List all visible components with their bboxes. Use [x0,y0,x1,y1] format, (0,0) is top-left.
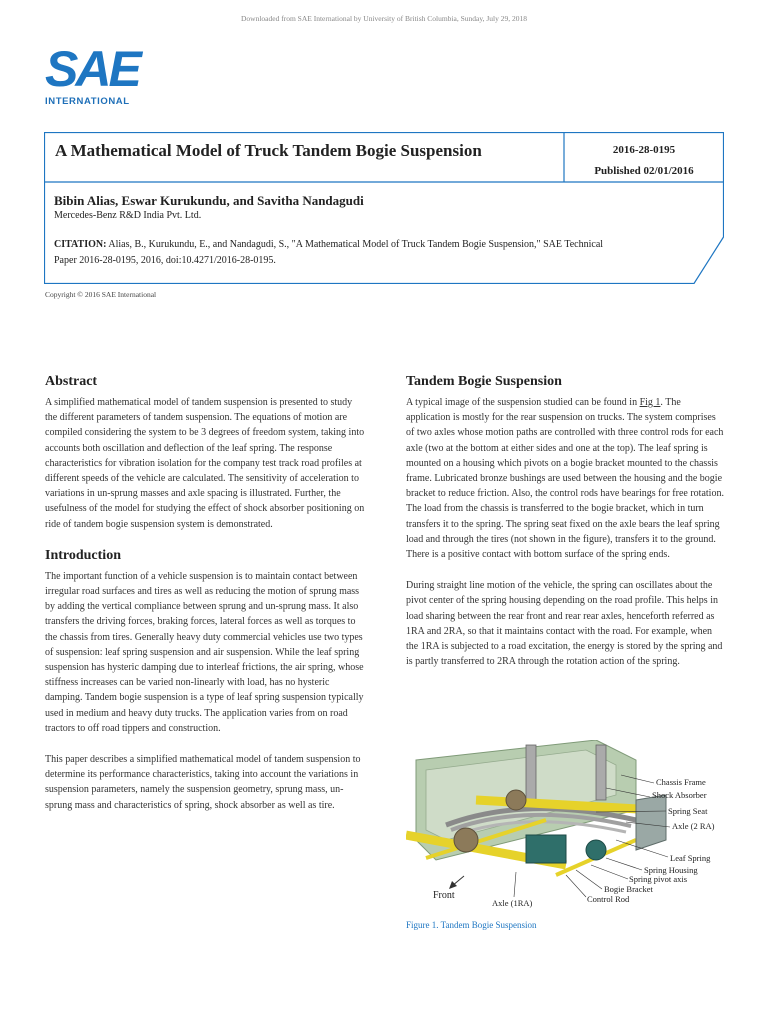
affiliation: Mercedes-Benz R&D India Pvt. Ltd. [54,210,202,221]
copyright: Copyright © 2016 SAE International [45,290,157,299]
citation-label: CITATION: [54,239,107,250]
introduction-paragraph-2: This paper describes a simplified mathematical model of tandem suspension to determine its performance characteristics, taking into account the variations in suspension parameters, namely the suspension geometry, sprung mass, un-sprung mass and characteristics of spring, shock absorber as well as tire. [45,754,361,811]
introduction-heading: Introduction [45,547,121,563]
label-spring-housing: Spring Housing [644,865,698,875]
paper-id: 2016-28-0195 [612,144,676,156]
abstract-text: A simplified mathematical model of tandem suspension is presented to study the different parameters of tandem suspension. The equations of motion are compiled considering the system to be 3 degrees of freedom system, taking into accounts both oscillation and deflection of the leaf spring. The response characteristics for vibration isolation for the company test track road profiles at different speeds of the vehicle are calculated. The sensitivity of acceleration to variations in un-sprung masses and axle spacing is illustrated. Further, the usefulness of the model for studying the effect of shock absorber positioning on ride of tandem bogie suspension system is demonstrated. [45,397,365,530]
label-spring-seat: Spring Seat [668,806,708,816]
sae-logo [45,41,145,110]
label-bogie-bracket: Bogie Bracket [604,884,653,894]
label-front: Front [433,890,455,901]
label-spring-pivot-axis: Spring pivot axis [629,874,688,884]
tandem-heading: Tandem Bogie Suspension [406,374,562,389]
label-control-rod: Control Rod [587,894,630,904]
label-chassis-frame: Chassis Frame [656,777,706,787]
right-column [406,374,726,685]
authors: Bibin Alias, Eswar Kurukundu, and Savitha Nandagudi [54,193,364,208]
tandem-paragraph-1 [406,395,726,562]
tandem-paragraph-2: During straight line motion of the vehicle, the spring can oscillates about the pivot center of the spring housing depending on the road profile. This helps in load sharing between the rear front and rear rear axles, henceforth referred as 1RA and 2RA, so that it maintains contact with the road. For example, when the 1RA is subjected to a road excitation, the energy is stored by the spring and is partly transferred to 2RA through the rotation action of the spring. [406,580,723,668]
paper-header [44,132,724,284]
label-leaf-spring: Leaf Spring [670,853,711,863]
figure-caption: Figure 1. Tandem Bogie Suspension [406,920,537,930]
logo-subtext: INTERNATIONAL [45,96,130,107]
tandem-p1-pre: A typical image of the suspension studied can be found in [406,397,640,408]
paper-title: A Mathematical Model of Truck Tandem Bogie Suspension [55,141,482,160]
tandem-p1-post: . The application is mostly for the rear suspension on trucks. The system comprises of two axles whose motion paths are controlled with three control rods for each axle (two at the bottom at either sides and one at the top). The leaf spring is mounted on a housing which pivots on a bogie bracket mounted to the chassis frame. Lubricated bronze bushings are used between the housing and the bogie bracket to reduce friction. Also, the control rods have bearings for free rotation. The load from the chassis is transferred to the bogie bracket, which in turn transfers it to the spring. The spring seat fixed on the axle bears the leaf spring load and through the tires (not shown in the figure), transfers it to the ground. There is a positive contact with bottom surface of the spring ends. [406,397,724,561]
citation-text: Alias, B., Kurukundu, E., and Nandagudi, S., "A Mathematical Model of Truck Tandem Bogie Suspension," SAE Technical Paper 2016-28-0195, 2016, doi:10.4271/2016-28-0195. [54,239,604,266]
introduction-paragraph-1: The important function of a vehicle suspension is to maintain contact between irregular road surfaces and tires as well as reducing the motion of sprung mass by adding the vertical compliance between sprung and un-sprung mass. It also transfers the driving forces, braking forces, lateral forces as well as torques to the chassis from tires. Generally heavy duty commercial vehicles use two types of suspension: leaf spring suspension and air suspension. While the leaf spring suspension has hysteric damping due to interleaf frictions, the air spring, whose stiffness increases can be varied non-linearly with load, has no hysteric damping. Tandem bogie suspension is a type of leaf spring suspension typically used in medium and heavy duty trucks. The application varies from on road tractors to off road tippers and construction. [45,570,364,734]
logo-text: SAE [45,41,139,97]
left-column [45,374,365,829]
figure-1 [406,740,726,910]
label-axle-1ra: Axle (1RA) [492,898,533,908]
citation [54,237,614,269]
abstract-heading: Abstract [45,374,98,389]
label-axle-2ra: Axle (2 RA) [672,821,715,831]
fig1-link[interactable]: Fig 1 [639,397,661,408]
download-note: Downloaded from SAE International by University of British Columbia, Sunday, July 29, 2018 [241,14,527,23]
label-shock-absorber: Shock Absorber [652,790,707,800]
publication-date: Published 02/01/2016 [594,165,694,177]
